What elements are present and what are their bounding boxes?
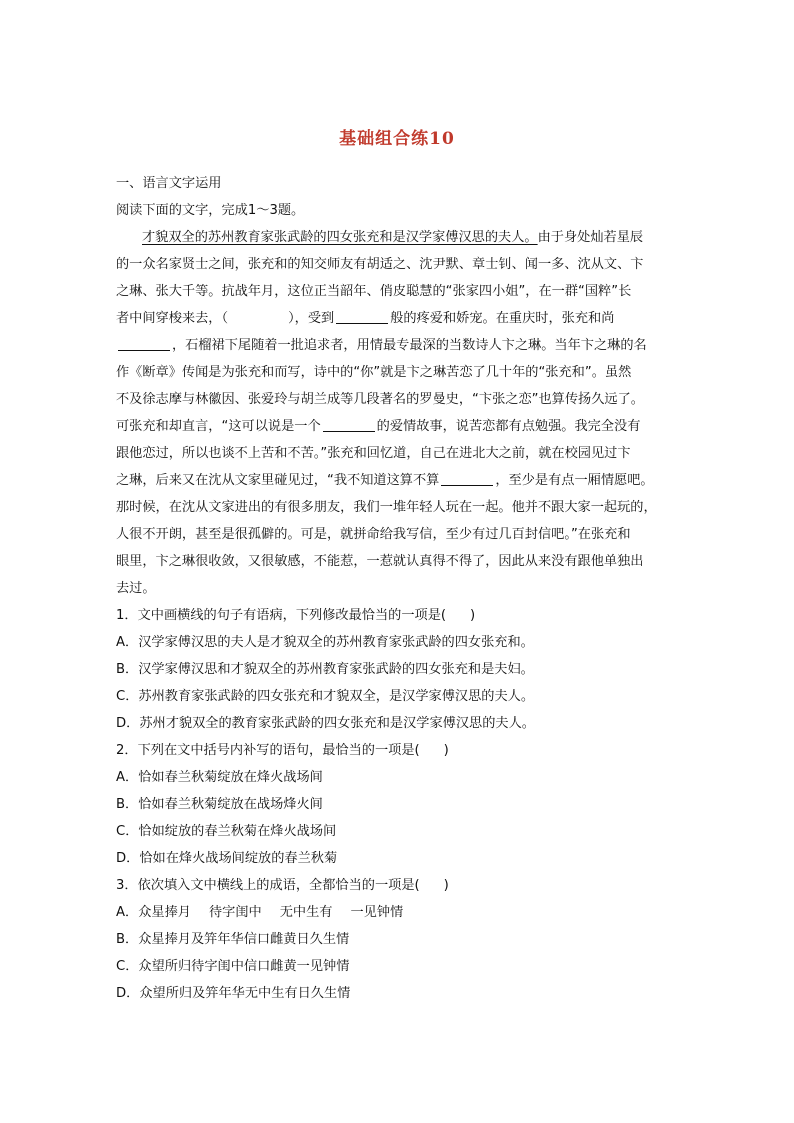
document-body	[116, 170, 680, 1007]
passage-line: 不及徐志摩与林徽因、张爱玲与胡兰成等几段著名的罗曼史，“卞张之恋”也算传扬久远了。	[116, 392, 644, 407]
option-c: C．苏州教育家张武龄的四女张充和才貌双全，是汉学家傅汉思的夫人。	[116, 689, 535, 704]
question-stem: 2．下列在文中括号内补写的语句，最恰当的一项是( )	[116, 743, 449, 758]
option-b: B．汉学家傅汉思和才貌双全的苏州教育家张武龄的四女张充和是夫妇。	[116, 662, 534, 677]
passage-line: 去过。	[116, 581, 156, 596]
passage-line: 之琳、张大千等。抗战年月，这位正当韶年、俏皮聪慧的“张家四小姐”，在一群“国粹”长	[116, 284, 632, 299]
option-c: C．恰如绽放的春兰秋菊在烽火战场间	[116, 824, 337, 839]
page-title: 基础组合练10	[339, 129, 455, 149]
passage-line: 可张充和却直言，“这可以说是一个 的爱情故事，说苦恋都有点勉强。我完全没有	[116, 413, 680, 440]
passage-line: 跟他恋过，所以也谈不上苦和不苦。”张充和回忆道，自己在进北大之前，就在校园见过卞	[116, 446, 631, 461]
option-b: B．恰如春兰秋菊绽放在战场烽火间	[116, 797, 323, 812]
question-stem: 1．文中画横线的句子有语病，下列修改最恰当的一项是( )	[116, 608, 476, 623]
option-d: D．恰如在烽火战场间绽放的春兰秋菊	[116, 851, 338, 866]
passage-line: 那时候，在沈从文家进出的有很多朋友，我们一堆年轻人玩在一起。他并不跟大家一起玩的，	[116, 500, 657, 515]
passage-line: 之琳，后来又在沈从文家里碰见过，“我不知道这算不算 ，至少是有点一厢情愿吧。	[116, 467, 680, 494]
option-a: A．众星捧月 待字闺中 无中生有 一见钟情	[116, 905, 404, 920]
fill-blank	[441, 469, 493, 486]
question-3	[116, 872, 680, 1007]
option-a: A．恰如春兰秋菊绽放在烽火战场间	[116, 770, 323, 785]
instruction-text: 阅读下面的文字，完成1～3题。	[116, 203, 305, 218]
question-2	[116, 737, 680, 872]
underlined-sentence: 才貌双全的苏州教育家张武龄的四女张充和是汉学家傅汉思的夫人。	[142, 230, 538, 245]
fill-blank	[118, 334, 170, 351]
fill-blank	[323, 415, 375, 432]
passage-line: 眼里，卞之琳很收敛，又很敏感，不能惹，一惹就认真得不得了，因此从来没有跟他单独出	[116, 554, 644, 569]
question-1	[116, 602, 680, 737]
section-heading: 一、语言文字运用	[116, 176, 222, 191]
passage-line: 作《断章》传闻是为张充和而写，诗中的“你”就是卞之琳苦恋了几十年的“张充和”。虽然	[116, 365, 632, 380]
option-b: B．众星捧月及笄年华信口雌黄日久生情	[116, 932, 350, 947]
option-d: D．苏州才貌双全的教育家张武龄的四女张充和是汉学家傅汉思的夫人。	[116, 716, 535, 731]
fill-blank	[336, 307, 388, 324]
passage-line: 的一众名家贤士之间，张充和的知交师友有胡适之、沈尹默、章士钊、闻一多、沈从文、卞	[116, 257, 644, 272]
passage-line: 人很不开朗，甚至是很孤僻的。可是，就拼命给我写信，至少有过几百封信吧。”在张充和	[116, 527, 631, 542]
option-d: D．众望所归及笄年华无中生有日久生情	[116, 986, 351, 1001]
option-a: A．汉学家傅汉思的夫人是才貌双全的苏州教育家张武龄的四女张充和。	[116, 635, 534, 650]
passage-line: 才貌双全的苏州教育家张武龄的四女张充和是汉学家傅汉思的夫人。由于身处灿若星辰	[142, 230, 644, 245]
option-c: C．众望所归待字闺中信口雌黄一见钟情	[116, 959, 350, 974]
passage-line: 者中间穿梭来去，（ ），受到 般的疼爱和娇宠。在重庆时，张充和尚	[116, 305, 680, 332]
question-stem: 3．依次填入文中横线上的成语，全都恰当的一项是( )	[116, 878, 449, 893]
passage-line: ，石榴裙下尾随着一批追求者，用情最专最深的当数诗人卞之琳。当年卞之琳的名	[116, 332, 680, 359]
passage	[116, 224, 680, 602]
